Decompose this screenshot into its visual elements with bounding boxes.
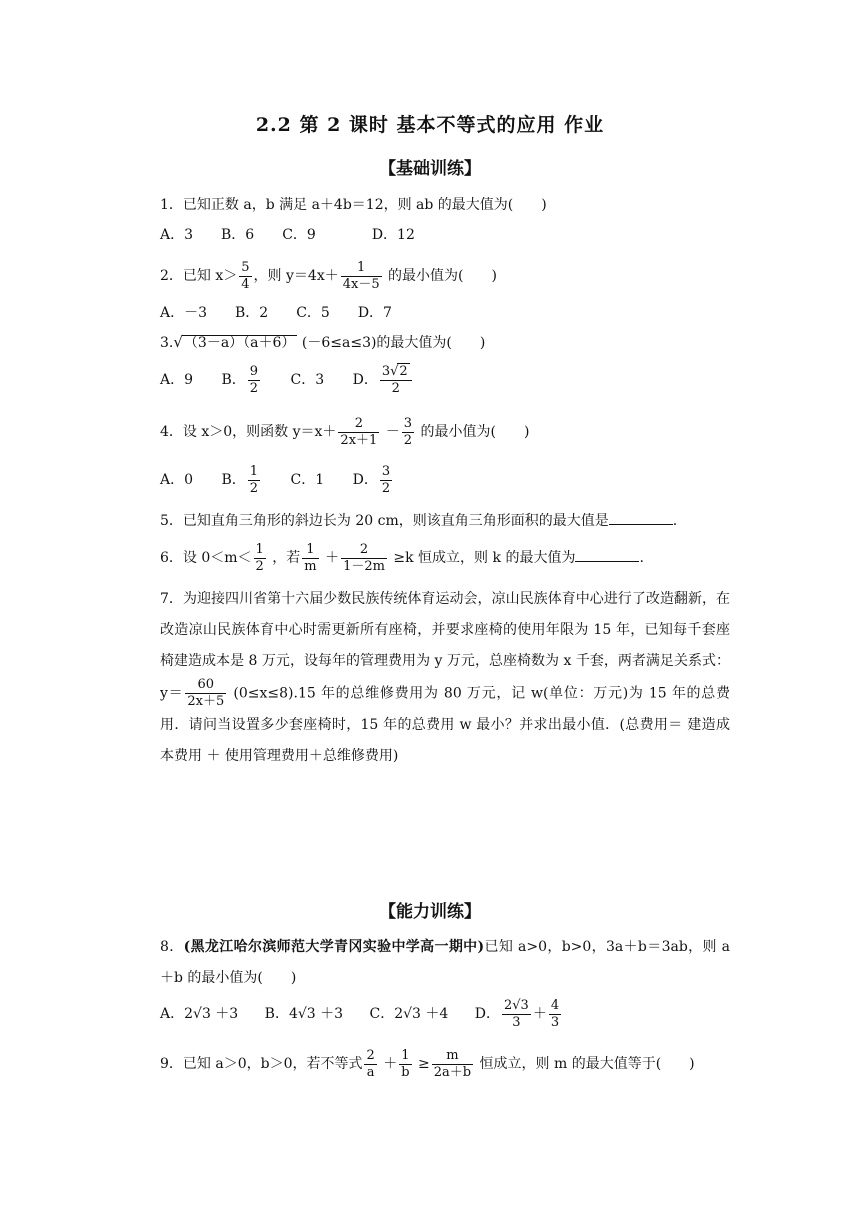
section-heading-ability: 【能力训练】 <box>379 902 481 922</box>
q2-frac1-den: 4 <box>241 276 250 292</box>
q8-source: (黑龙江哈尔滨师范大学青冈实验中学高一期中) <box>183 939 485 955</box>
q3-suffix: (－6≤a≤3)的最大值为( ) <box>301 335 486 351</box>
q5-end: . <box>672 513 678 529</box>
q4-mid: － <box>385 424 400 440</box>
q7-fraction <box>185 677 226 710</box>
q8-optd-f2-den: 3 <box>550 1014 560 1030</box>
q6-frac3-den: 1－2m <box>343 558 385 574</box>
q3-optd-rad: 2 <box>399 364 408 379</box>
q4-option-a: A．0 <box>160 472 194 488</box>
q2-suffix: 的最小值为( ) <box>388 268 497 284</box>
q6-frac1-num: 1 <box>255 541 264 557</box>
question-1-options: A．3 B．6 C．9 D．12 <box>160 227 415 243</box>
q6-fraction-3 <box>341 542 387 575</box>
q6-frac3-num: 2 <box>341 542 387 559</box>
q3-optd-den: 2 <box>391 381 400 396</box>
q4-option-c: C．1 <box>290 472 325 488</box>
q9-frac1-num: 2 <box>366 1047 375 1063</box>
q8-option-d-fraction-1 <box>502 998 531 1031</box>
q4-prefix: 4．设 x＞0，则函数 y＝x＋ <box>160 424 337 440</box>
q9-fraction-3 <box>432 1048 473 1081</box>
question-9 <box>160 1044 695 1084</box>
q6-end: . <box>639 550 644 566</box>
q3-option-d-label: D． <box>352 372 378 388</box>
q7-text-1: 7．为迎接四川省第十六届少数民族传统体育运动会，凉山民族体育中心进行了改造翻新，在改造凉山民族体育中心时需更新所有座椅，并要求座椅的使用年限为 15 年，已知每千套座椅建造成本是 8 万元，设每年的管理费用为 y 万元，总座椅数为 x 千套，两者满足关系式： <box>160 591 730 669</box>
q9-fraction-2 <box>399 1048 411 1081</box>
q8-option-d-fraction-2 <box>549 998 561 1031</box>
q6-frac2-den: m <box>304 558 317 574</box>
question-6 <box>160 538 644 578</box>
sqrt-sign-icon: √ <box>173 333 183 351</box>
q9-frac2-num: 1 <box>399 1048 411 1065</box>
question-8 <box>160 932 730 994</box>
question-1: 1．已知正数 a，b 满足 a＋4b＝12，则 ab 的最大值为( ) <box>160 197 547 213</box>
q9-suffix: 恒成立，则 m 的最大值等于( ) <box>479 1056 695 1072</box>
answer-blank[interactable] <box>609 512 673 525</box>
q9-frac1-den: a <box>366 1064 375 1080</box>
q6-frac1-den: 2 <box>255 558 264 574</box>
q9-frac2-den: b <box>401 1064 410 1080</box>
question-5 <box>160 512 677 530</box>
q7-frac-den: 2x＋5 <box>187 694 225 709</box>
q3-optb-num: 9 <box>249 363 259 379</box>
q8-number: 8． <box>160 939 184 955</box>
q4-fraction-2 <box>402 416 414 449</box>
q4-frac1-num: 2 <box>338 416 379 433</box>
q3-optd-coef: 3 <box>381 364 391 379</box>
q6-prefix: 6．设 0＜m＜ <box>160 550 252 566</box>
q4-option-b-fraction <box>248 464 260 497</box>
q4-frac2-num: 3 <box>403 415 413 431</box>
q9-ge: ≥ <box>418 1056 430 1072</box>
q9-fraction-1 <box>364 1048 376 1081</box>
question-4 <box>160 412 529 452</box>
q8-option-a: A．2√3 ＋3 <box>160 1006 239 1022</box>
q2-fraction-1 <box>239 260 251 293</box>
section-heading-basic: 【基础训练】 <box>379 159 481 179</box>
q6-mid: ，若 <box>272 550 301 566</box>
q6-frac2-num: 1 <box>302 542 318 559</box>
q4-option-b-label: B． <box>221 472 246 488</box>
q8-optd-f2-num: 4 <box>550 997 560 1013</box>
q7-frac-num: 60 <box>185 677 226 694</box>
q7-formula-lhs: y＝ <box>160 685 184 702</box>
question-4-options <box>160 460 394 500</box>
q8-optd-plus: ＋ <box>532 1006 547 1022</box>
question-3-options <box>160 360 414 400</box>
q4-optd-den: 2 <box>381 480 391 496</box>
q8-condition: 已知 a>0，b>0，3a＋b＝3ab，则 a＋b 的最小值为( ) <box>160 939 730 986</box>
q9-frac3-num: m <box>432 1048 473 1065</box>
q3-option-b-label: B． <box>221 372 246 388</box>
q4-fraction-1 <box>338 416 379 449</box>
question-2-options: A．－3 B．2 C．5 D．7 <box>160 305 392 321</box>
q2-frac1-num: 5 <box>241 259 250 275</box>
question-7 <box>160 584 730 772</box>
q3-prefix: 3. <box>160 335 174 351</box>
q2-mid: ，则 y＝4x＋ <box>253 268 339 284</box>
q2-frac2-den: 4x－5 <box>342 276 380 292</box>
question-3 <box>160 333 485 352</box>
q9-frac3-den: 2a＋b <box>433 1064 472 1080</box>
q8-optd-f1-num: 2√3 <box>504 997 529 1013</box>
q8-option-d-label: D． <box>474 1006 500 1022</box>
q4-optb-den: 2 <box>249 480 259 496</box>
q4-optd-num: 3 <box>381 463 391 479</box>
q3-optd-num: 3√2 <box>380 363 412 381</box>
q6-plus: ＋ <box>325 550 340 566</box>
q8-option-c: C．2√3 ＋4 <box>369 1006 449 1022</box>
q6-fraction-2 <box>302 542 318 575</box>
q5-text: 5．已知直角三角形的斜边长为 20 cm，则该直角三角形面积的最大值是 <box>160 513 609 529</box>
q7-text-2: (0≤x≤8).15 年的总维修费用为 80 万元，记 w(单位：万元)为 15 年的总费用．请问当设置多少套座椅时，15 年的总费用 w 最小？并求出最小值．(总费用＝ 建造成本费用 ＋ 使用管理费用＋总维修费用) <box>160 685 730 764</box>
q3-option-d-fraction <box>380 363 412 397</box>
q2-prefix: 2．已知 x＞ <box>160 268 238 284</box>
question-8-options <box>160 994 563 1034</box>
q4-frac2-den: 2 <box>403 432 413 448</box>
q4-option-d-label: D． <box>352 472 378 488</box>
q6-suffix: ≥k 恒成立，则 k 的最大值为 <box>393 550 576 566</box>
q2-fraction-2 <box>341 260 382 293</box>
q4-optb-num: 1 <box>249 463 259 479</box>
q8-optd-f1-den: 3 <box>512 1014 521 1030</box>
q4-suffix: 的最小值为( ) <box>420 424 530 440</box>
q6-fraction-1 <box>254 542 266 575</box>
answer-blank[interactable] <box>575 549 639 562</box>
page-title: 2.2 第 2 课时 基本不等式的应用 作业 <box>255 114 605 136</box>
q3-optb-den: 2 <box>249 380 259 396</box>
q3-option-a: A．9 <box>160 372 194 388</box>
question-2 <box>160 256 497 296</box>
q4-frac1-den: 2x＋1 <box>340 432 378 448</box>
q2-frac2-num: 1 <box>341 260 382 277</box>
q9-prefix: 9．已知 a＞0，b＞0，若不等式 <box>160 1056 363 1072</box>
q3-option-b-fraction <box>248 364 260 397</box>
q3-radicand: （3－a）（a＋6） <box>183 335 296 351</box>
q4-option-d-fraction <box>380 464 392 497</box>
q9-plus: ＋ <box>383 1056 398 1072</box>
q3-option-c: C．3 <box>290 372 325 388</box>
q8-option-b: B．4√3 ＋3 <box>264 1006 344 1022</box>
